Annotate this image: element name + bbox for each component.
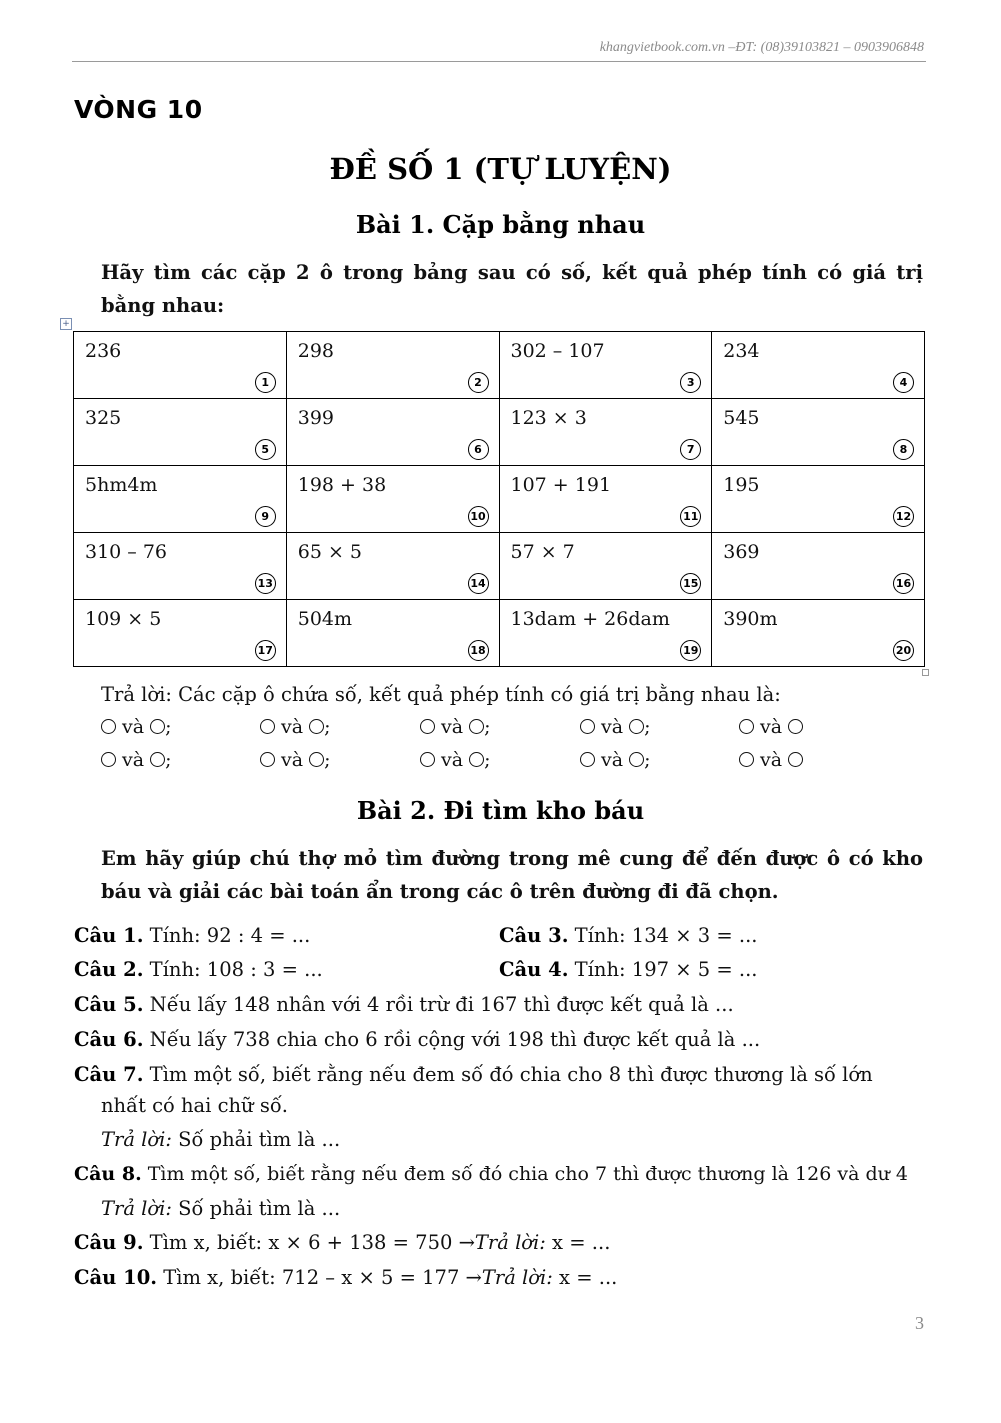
grid-cell-expression: 310 – 76 <box>85 541 168 563</box>
answer-blank-circle-icon[interactable] <box>420 752 435 767</box>
answer-blank-circle-icon[interactable] <box>788 752 803 767</box>
grid-cell-expression: 504m <box>297 608 353 630</box>
header-site-info: khangvietbook.com.vn –ĐT: (08)39103821 – 0903906848 <box>599 40 924 55</box>
question-10-answer-text: x = ... <box>552 1266 618 1289</box>
answer-blank-circle-icon[interactable] <box>469 719 484 734</box>
grid-cell-number-badge: 10 <box>468 506 489 527</box>
grid-cell-number-badge: 19 <box>680 640 701 661</box>
grid-cell[interactable] <box>286 332 499 399</box>
answer-blank-circle-icon[interactable] <box>150 719 165 734</box>
answer-blank-circle-icon[interactable] <box>260 752 275 767</box>
answer-pair-joiner: và <box>275 716 310 738</box>
question-2-text: Tính: 108 : 3 = ... <box>143 958 323 981</box>
section1-instruction: Hãy tìm các cặp 2 ô trong bảng sau có số, kết quả phép tính có giá trị bằng nhau: <box>101 261 923 317</box>
grid-cell-expression: 236 <box>85 340 122 362</box>
table-resize-handle[interactable] <box>922 669 929 676</box>
question-9-answer-label: Trả lời: <box>474 1231 546 1254</box>
answer-blank-circle-icon[interactable] <box>309 752 324 767</box>
answer-blank-circle-icon[interactable] <box>101 719 116 734</box>
grid-cell-number-badge: 8 <box>893 439 914 460</box>
grid-cell-number-badge: 16 <box>893 573 914 594</box>
grid-cell-expression: 298 <box>297 340 335 362</box>
question-6-label: Câu 6. <box>74 1028 144 1051</box>
grid-row <box>74 399 925 466</box>
question-10-answer-label: Trả lời: <box>481 1266 553 1289</box>
grid-cell-number-badge: 20 <box>893 640 914 661</box>
section2-instruction: Em hãy giúp chú thợ mỏ tìm đường trong mê cung để đến được ô có kho báu và giải các bài toán ẩn trong các ô trên đường đi đã chọn. <box>101 847 923 903</box>
answer-pair <box>101 749 172 771</box>
grid-cell-number-badge: 11 <box>680 506 701 527</box>
grid-cell[interactable] <box>499 466 712 533</box>
grid-cell-expression: 390m <box>723 608 778 630</box>
grid-cell-number-badge: 14 <box>468 573 489 594</box>
question-3-label: Câu 3. <box>499 924 569 947</box>
question-7-text: Tìm một số, biết rằng nếu đem số đó chia cho 8 thì được thương là số lớn <box>143 1063 873 1086</box>
grid-cell-expression: 57 × 7 <box>510 541 575 563</box>
answer-pair-separator: ; <box>484 749 491 771</box>
question-1-text: Tính: 92 : 4 = ... <box>143 924 311 947</box>
question-9 <box>74 1231 610 1254</box>
grid-cell-expression: 545 <box>723 407 760 429</box>
answer-pair-joiner: và <box>435 716 470 738</box>
answer-pair-separator: ; <box>644 749 651 771</box>
answer-blank-circle-icon[interactable] <box>260 719 275 734</box>
answer-row-1 <box>101 716 921 746</box>
question-7 <box>74 1063 873 1086</box>
grid-row <box>74 466 925 533</box>
question-8-text: Tìm một số, biết rằng nếu đem số đó chia cho 7 thì được thương là 126 và dư 4 <box>141 1163 908 1185</box>
answer-blank-circle-icon[interactable] <box>309 719 324 734</box>
grid-cell[interactable] <box>74 332 287 399</box>
grid-cell-number-badge: 1 <box>255 372 276 393</box>
grid-cell[interactable] <box>712 332 925 399</box>
question-10-text: Tìm x, biết: 712 – x × 5 = 177 → <box>157 1266 482 1289</box>
question-9-text: Tìm x, biết: x × 6 + 138 = 750 → <box>143 1231 475 1254</box>
header-divider <box>72 61 926 62</box>
grid-cell[interactable] <box>286 600 499 667</box>
answer-pair <box>420 716 491 738</box>
section1-answer-label: Trả lời: Các cặp ô chứa số, kết quả phép tính có giá trị bằng nhau là: <box>101 683 781 706</box>
grid-cell[interactable] <box>286 399 499 466</box>
grid-cell[interactable] <box>74 466 287 533</box>
question-7-continued: nhất có hai chữ số. <box>101 1094 288 1117</box>
question-8-answer-text: Số phải tìm là ... <box>171 1197 341 1220</box>
question-4-text: Tính: 197 × 5 = ... <box>568 958 758 981</box>
answer-pair-separator: ; <box>165 716 172 738</box>
section1-title: Bài 1. Cặp bằng nhau <box>355 210 646 239</box>
grid-cell-number-badge: 5 <box>255 439 276 460</box>
answer-pair-separator: ; <box>324 716 331 738</box>
question-2 <box>74 958 323 981</box>
grid-cell-expression: 109 × 5 <box>85 608 162 630</box>
grid-cell-number-badge: 4 <box>893 372 914 393</box>
question-7-answer-label: Trả lời: <box>101 1128 172 1151</box>
answer-pair-joiner: và <box>435 749 470 771</box>
answer-pair-joiner: và <box>116 749 151 771</box>
grid-cell[interactable] <box>499 600 712 667</box>
answer-pair <box>260 716 331 738</box>
grid-row <box>74 533 925 600</box>
question-5 <box>74 993 734 1016</box>
question-9-label: Câu 9. <box>74 1231 144 1254</box>
grid-cell-number-badge: 6 <box>468 439 489 460</box>
grid-cell[interactable] <box>499 533 712 600</box>
question-7-answer <box>101 1128 340 1151</box>
answer-pair <box>739 749 803 771</box>
grid-cell-expression: 302 – 107 <box>510 340 605 362</box>
grid-cell-expression: 107 + 191 <box>510 474 612 496</box>
grid-cell-number-badge: 2 <box>468 372 489 393</box>
grid-cell[interactable] <box>712 399 925 466</box>
answer-pair <box>260 749 331 771</box>
question-10-label: Câu 10. <box>74 1266 158 1289</box>
question-6-text: Nếu lấy 738 chia cho 6 rồi cộng với 198 thì được kết quả là ... <box>143 1028 761 1051</box>
grid-cell[interactable] <box>74 600 287 667</box>
table-move-handle-icon[interactable]: + <box>60 318 72 330</box>
answer-blank-circle-icon[interactable] <box>788 719 803 734</box>
answer-blank-circle-icon[interactable] <box>580 719 595 734</box>
grid-cell-expression: 65 × 5 <box>297 541 363 563</box>
answer-blank-circle-icon[interactable] <box>101 752 116 767</box>
grid-cell-expression: 5hm4m <box>85 474 158 496</box>
answer-blank-circle-icon[interactable] <box>150 752 165 767</box>
question-4 <box>499 958 758 981</box>
answer-pair <box>420 749 491 771</box>
grid-cell[interactable] <box>712 600 925 667</box>
grid-cell[interactable] <box>712 466 925 533</box>
round-title: VÒNG 10 <box>74 95 203 124</box>
answer-pair-separator: ; <box>644 716 651 738</box>
question-8-answer <box>101 1197 340 1220</box>
grid-cell-number-badge: 12 <box>893 506 914 527</box>
grid-cell-expression: 13dam + 26dam <box>510 608 670 630</box>
answer-pair-joiner: và <box>754 716 789 738</box>
answer-blank-circle-icon[interactable] <box>469 752 484 767</box>
answer-pair-separator: ; <box>165 749 172 771</box>
answer-pair <box>580 749 651 771</box>
grid-cell-expression: 123 × 3 <box>510 407 587 429</box>
grid-cell-number-badge: 9 <box>255 506 276 527</box>
answer-pair <box>101 716 172 738</box>
answer-blank-circle-icon[interactable] <box>739 752 754 767</box>
grid-cell[interactable] <box>286 466 499 533</box>
grid-cell[interactable] <box>712 533 925 600</box>
grid-cell-number-badge: 3 <box>680 372 701 393</box>
question-8-label: Câu 8. <box>74 1163 142 1185</box>
question-5-text: Nếu lấy 148 nhân với 4 rồi trừ đi 167 thì được kết quả là ... <box>143 993 734 1016</box>
grid-cell-expression: 198 + 38 <box>297 474 387 496</box>
question-10 <box>74 1266 617 1289</box>
section2-title: Bài 2. Đi tìm kho báu <box>356 796 645 825</box>
page-number: 3 <box>915 1313 924 1333</box>
grid-cell[interactable] <box>74 533 287 600</box>
answer-pair-joiner: và <box>595 716 630 738</box>
grid-cell[interactable] <box>499 332 712 399</box>
grid-cell[interactable] <box>499 399 712 466</box>
pairs-grid <box>73 331 925 667</box>
question-1-label: Câu 1. <box>74 924 144 947</box>
grid-cell-expression: 399 <box>297 407 335 429</box>
grid-cell-number-badge: 18 <box>468 640 489 661</box>
grid-row <box>74 600 925 667</box>
question-7-label: Câu 7. <box>74 1063 144 1086</box>
answer-pair-separator: ; <box>324 749 331 771</box>
answer-pair <box>739 716 803 738</box>
question-9-answer-text: x = ... <box>545 1231 611 1254</box>
grid-row <box>74 332 925 399</box>
answer-blank-circle-icon[interactable] <box>420 719 435 734</box>
grid-cell-number-badge: 13 <box>255 573 276 594</box>
question-2-label: Câu 2. <box>74 958 144 981</box>
grid-cell-number-badge: 15 <box>680 573 701 594</box>
grid-cell-number-badge: 7 <box>680 439 701 460</box>
answer-pair-joiner: và <box>754 749 789 771</box>
question-8-answer-label: Trả lời: <box>101 1197 172 1220</box>
answer-pair-joiner: và <box>595 749 630 771</box>
question-6 <box>74 1028 760 1051</box>
question-3-text: Tính: 134 × 3 = ... <box>568 924 758 947</box>
question-5-label: Câu 5. <box>74 993 144 1016</box>
answer-pair-joiner: và <box>275 749 310 771</box>
answer-blank-circle-icon[interactable] <box>629 719 644 734</box>
question-8 <box>74 1163 908 1185</box>
exam-title: ĐỀ SỐ 1 (TỰ LUYỆN) <box>329 152 672 186</box>
grid-cell-expression: 369 <box>723 541 760 563</box>
grid-cell-expression: 234 <box>723 340 760 362</box>
question-4-label: Câu 4. <box>499 958 569 981</box>
answer-blank-circle-icon[interactable] <box>739 719 754 734</box>
grid-cell-expression: 195 <box>723 474 760 496</box>
answer-blank-circle-icon[interactable] <box>580 752 595 767</box>
grid-cell-number-badge: 17 <box>255 640 276 661</box>
answer-blank-circle-icon[interactable] <box>629 752 644 767</box>
answer-pair-joiner: và <box>116 716 151 738</box>
question-7-answer-text: Số phải tìm là ... <box>171 1128 341 1151</box>
grid-cell[interactable] <box>74 399 287 466</box>
grid-cell-expression: 325 <box>85 407 122 429</box>
question-1 <box>74 924 310 947</box>
answer-row-2 <box>101 749 921 779</box>
question-3 <box>499 924 758 947</box>
answer-pair <box>580 716 651 738</box>
answer-pair-separator: ; <box>484 716 491 738</box>
grid-cell[interactable] <box>286 533 499 600</box>
